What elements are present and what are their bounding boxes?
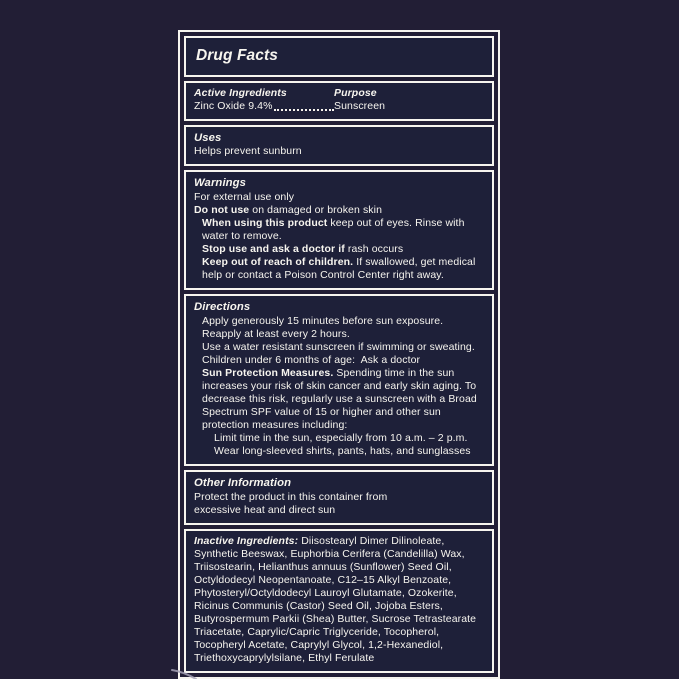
section-directions — [184, 294, 494, 466]
direction-text: Wear long-sleeved shirts, pants, hats, and sunglasses — [214, 444, 471, 457]
warning-text: rash occurs — [344, 243, 404, 256]
purpose-header: Purpose — [334, 86, 377, 99]
section-inactive-ingredients — [184, 529, 494, 674]
direction-text: Reapply at least every 2 hours. — [202, 327, 350, 340]
other-information-line: excessive heat and direct sun — [194, 503, 336, 516]
drug-facts-title: Drug Facts — [196, 47, 278, 64]
warning-text: For external use only — [194, 190, 295, 203]
warnings-title: Warnings — [194, 177, 247, 190]
active-ingredients-header-row — [194, 87, 484, 100]
warning-bold: Keep out of reach of children. — [202, 256, 354, 269]
active-ingredient-row — [194, 100, 484, 113]
active-ingredients-header: Active Ingredients — [194, 86, 287, 99]
direction-line — [194, 445, 484, 458]
warning-line — [194, 243, 484, 256]
inactive-ingredients-text: Diisostearyl Dimer Dilinoleate, Synthetic Beeswax, Euphorbia Cerifera (Candelilla) Wax, Triisostearin, Helianthus annuus (Sunflower) Seed Oil, Octyldodecyl Neopentanoate, C12–15 Alkyl Benzoate, Phytosteryl/Octyldodecyl Lauroyl Glutamate, Ozokerite, Ricinus Communis (Castor) Seed Oil, Jojoba Esters, Butyrospermum Parkii (Shea) Butter, Sucrose Tetrastearate Triacetate, Caprylic/Capric Triglyceride, Tocopherol, Tocopheryl Acetate, Caprylyl Glycol, 1,2-Hexanediol, Triethoxycaprylylsilane, Ethyl Ferulate — [194, 534, 477, 665]
direction-text: Apply generously 15 minutes before sun exposure. — [202, 314, 444, 327]
warning-line — [194, 256, 484, 282]
uses-text: Helps prevent sunburn — [194, 145, 302, 158]
warning-line — [194, 191, 484, 204]
other-information-title: Other Information — [194, 476, 292, 489]
warning-line — [194, 204, 484, 217]
warning-bold: Do not use — [194, 204, 250, 216]
warning-text: on damaged or broken skin — [249, 204, 383, 216]
direction-text: Use a water resistant sunscreen if swimming or sweating. — [202, 340, 475, 353]
direction-bold: Sun Protection Measures. — [202, 366, 334, 379]
section-active-ingredients — [184, 81, 494, 121]
dot-leader — [274, 109, 334, 111]
direction-line — [194, 367, 484, 432]
drug-facts-label — [178, 30, 500, 679]
warning-text: If swallowed, get medical help or contact a Poison Control Center right away. — [202, 256, 476, 282]
section-warnings — [184, 170, 494, 290]
direction-line — [194, 315, 484, 328]
warning-text: keep out of eyes. Rinse with water to remove. — [202, 217, 465, 243]
direction-text: Children under 6 months of age: Ask a doctor — [202, 353, 421, 366]
directions-title: Directions — [194, 301, 251, 314]
direction-line — [194, 354, 484, 367]
warning-bold: Stop use and ask a doctor if — [202, 243, 345, 256]
direction-line — [194, 432, 484, 445]
section-uses — [184, 125, 494, 167]
direction-line — [194, 328, 484, 341]
section-drug-facts — [184, 36, 494, 77]
tube-edge-curve — [158, 662, 218, 679]
warning-line — [194, 217, 484, 243]
direction-line — [194, 341, 484, 354]
inactive-ingredients-paragraph — [194, 535, 484, 666]
other-information-line: Protect the product in this container from — [194, 490, 388, 503]
section-other-information — [184, 470, 494, 525]
direction-text: Limit time in the sun, especially from 10 a.m. – 2 p.m. — [214, 431, 468, 444]
inactive-ingredients-title: Inactive Ingredients: — [194, 534, 299, 547]
ingredient-name: Zinc Oxide 9.4% — [194, 99, 273, 112]
ingredient-name-cell — [194, 100, 334, 113]
direction-text: Spending time in the sun increases your risk of skin cancer and early skin aging. To decrease this risk, regularly use a sunscreen with a Broad Spectrum SPF value of 15 or higher and other sun protection measures including: — [202, 366, 477, 431]
uses-title: Uses — [194, 131, 222, 144]
ingredient-purpose: Sunscreen — [334, 99, 386, 112]
warning-bold: When using this product — [202, 217, 328, 230]
